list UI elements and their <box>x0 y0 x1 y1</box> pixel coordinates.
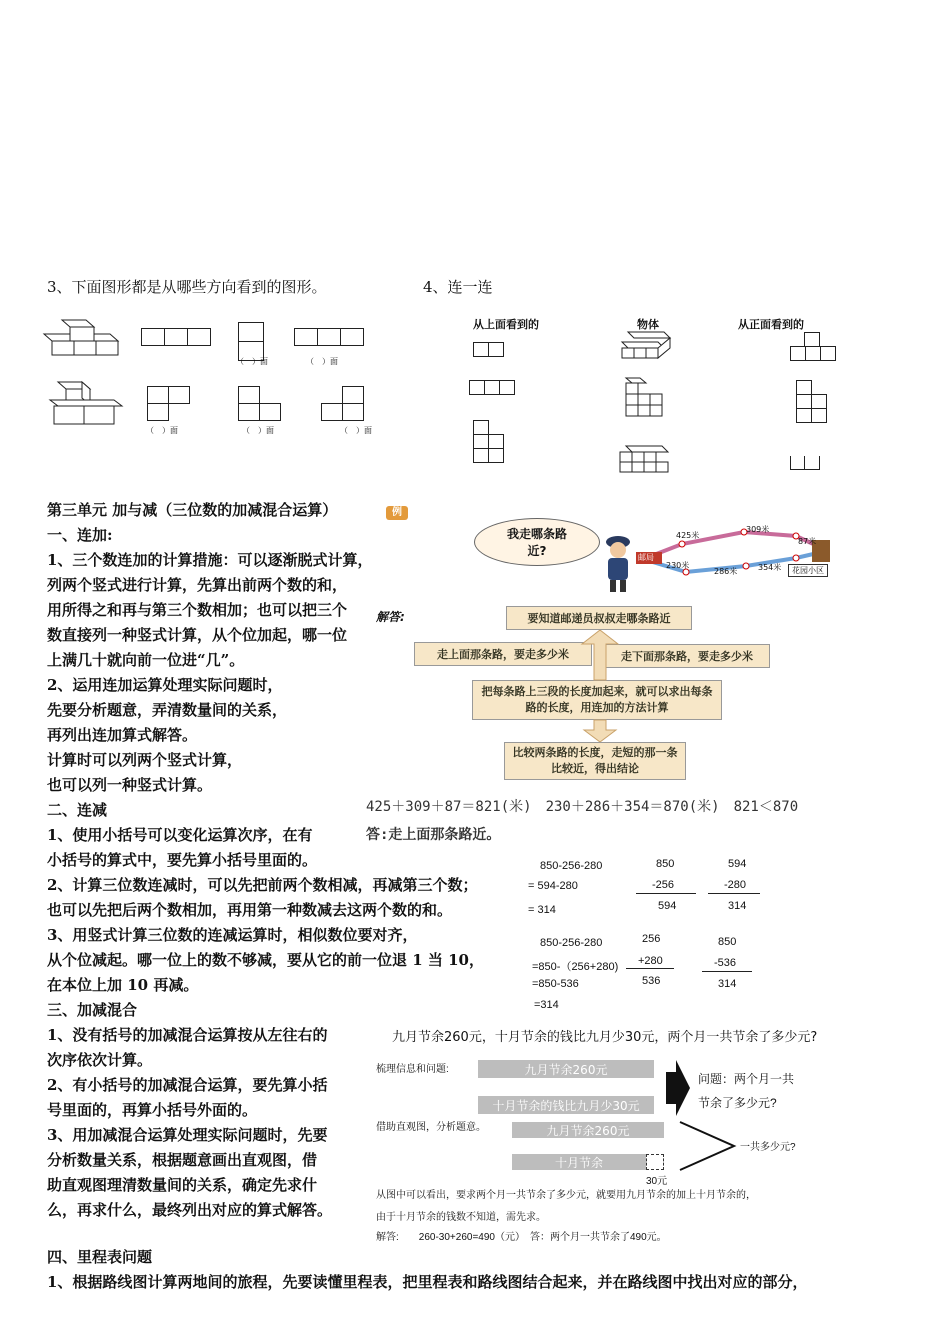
vertical-calc: 850 <box>656 858 675 870</box>
para-line: 1、根据路线图计算两地间的旅程，先要读懂里程表，把里程表和路线图结合起来，并在路线图中找出对应的部分， <box>47 1273 808 1291</box>
view-cell <box>294 328 318 346</box>
para-line: 用所得之和再与第三个数相加；也可以把三个 <box>47 601 348 619</box>
speech-bubble-text: 我走哪条路近? <box>506 527 567 558</box>
blank-label: （ ）面 <box>340 426 372 435</box>
para-line: 从个位减起。哪一位上的数不够减，要从它的前一位退 1 当 10， <box>47 951 484 969</box>
view-cell <box>147 403 169 421</box>
vertical-calc: -536 <box>714 957 737 969</box>
para-line: 计算时可以列两个竖式计算， <box>47 751 243 769</box>
section-heading: 二、连减 <box>47 801 108 819</box>
para-line: 2、运用连加运算处理实际问题时， <box>47 676 283 694</box>
object-drawing <box>620 330 672 360</box>
para-line: 1、没有括号的加减混合运算按从左往右的 <box>47 1026 328 1044</box>
diagram-minus-label: 30元 <box>646 1176 668 1187</box>
q3-title: 3、下面图形都是从哪些方向看到的图形。 <box>47 278 327 296</box>
q4-col-object: 物体 <box>637 318 659 331</box>
view-cell <box>317 328 341 346</box>
problem-ask: 问题：两个月一共 <box>698 1072 795 1086</box>
view-cell <box>168 386 190 404</box>
diagram-bar-october: 十月节余 <box>512 1154 646 1170</box>
cube-stack-drawing <box>42 318 122 358</box>
para-line: 小括号的算式中，要先算小括号里面的。 <box>47 851 318 869</box>
view-cell <box>804 332 820 347</box>
view-cell <box>238 322 264 342</box>
para-line: 数直接列一种竖式计算，从个位加起，哪一位 <box>47 626 348 644</box>
example-conclusion: 答:走上面那条路近。 <box>366 827 501 843</box>
view-cell <box>499 380 515 395</box>
para-line: 先要分析题意，弄清数量间的关系， <box>47 701 288 719</box>
info-bar-october: 十月节余的钱比九月少30元 <box>478 1096 654 1114</box>
view-cell <box>473 434 489 449</box>
q4-col-front: 从正面看到的 <box>738 318 804 331</box>
para-line: 也可以先把后两个数相加，再用第一种数减去这两个数的和。 <box>47 901 453 919</box>
diagram-bar-september: 九月节余260元 <box>512 1122 664 1138</box>
para-line: 再列出连加算式解答。 <box>47 726 198 744</box>
para-line: 助直观图理清数量间的关系，确定先求什 <box>47 1176 318 1194</box>
para-line: 3、用竖式计算三位数的连减运算时，相似数位要对齐， <box>47 926 418 944</box>
para-line: 1、三个数连加的计算措施：可以逐渐脱式计算， <box>47 551 373 569</box>
vertical-calc: -280 <box>724 879 747 891</box>
view-cell <box>484 380 500 395</box>
view-cell <box>340 328 364 346</box>
calc-rule <box>636 893 696 894</box>
q4-title: 4、连一连 <box>423 278 493 296</box>
view-cell <box>187 328 211 346</box>
flow-box-conclusion: 比较两条路的长度，走短的那一条比较近，得出结论 <box>504 742 686 780</box>
post-office-label: 邮局 <box>638 553 654 562</box>
flow-box-method: 把每条路上三段的长度加起来，就可以求出每条路的长度，用连加的方法计算 <box>472 680 722 720</box>
para-line: 列两个竖式进行计算，先算出前两个数的和， <box>47 576 348 594</box>
view-cell <box>238 386 260 404</box>
vertical-calc: 850 <box>718 936 737 948</box>
problem-question: 九月节余260元，十月节余的钱比九月少30元，两个月一共节余了多少元? <box>392 1030 818 1045</box>
view-cell <box>469 380 485 395</box>
diagram-missing-part <box>646 1154 664 1170</box>
calc-rule <box>702 971 752 972</box>
view-cell <box>811 408 827 423</box>
right-arrow-icon <box>664 1058 692 1118</box>
vertical-calc: +280 <box>638 955 663 967</box>
para-line: 3、用加减混合运算处理实际问题时，先要 <box>47 1126 328 1144</box>
calc-rule <box>708 893 760 894</box>
para-line: 2、计算三位数连减时，可以先把前两个数相减，再减第三个数； <box>47 876 478 894</box>
problem-explain: 从图中可以看出，要求两个月一共节余了多少元，就要用九月节余的加上十月节余的， <box>376 1190 756 1201</box>
calc-rule <box>626 968 674 969</box>
divider <box>804 456 805 470</box>
diagram-total-label: 一共多少元? <box>740 1142 796 1153</box>
problem-diagram-label: 借助直观图，分析题意。 <box>376 1122 486 1133</box>
vertical-calc: 314 <box>718 978 737 990</box>
blank-label: （ ）面 <box>242 426 274 435</box>
para-line: 也可以列一种竖式计算。 <box>47 776 213 794</box>
view-cell <box>820 346 836 361</box>
example-equation: 425＋309＋87＝821(米) 230＋286＋354＝870(米) 821＜870 <box>366 799 799 815</box>
para-line: 2、有小括号的加减混合运算，要先算小括 <box>47 1076 328 1094</box>
calc-line: 850-256-280 <box>540 860 603 872</box>
view-cell <box>488 342 504 357</box>
view-cell <box>473 448 489 463</box>
section-heading: 三、加减混合 <box>47 1001 138 1019</box>
view-cell <box>238 403 260 421</box>
unit3-title: 第三单元 加与减（三位数的加减混合运算） <box>47 501 338 519</box>
problem-ask: 节余了多少元? <box>698 1096 777 1110</box>
vertical-calc: -256 <box>652 879 675 891</box>
vertical-calc: 314 <box>728 900 747 912</box>
cube-stack-drawing <box>48 380 124 426</box>
calc-line: 850-256-280 <box>540 937 603 949</box>
calc-line: =850-536 <box>532 978 579 990</box>
para-line: 号里面的，再算小括号外面的。 <box>47 1101 258 1119</box>
problem-solution: 解答: 260-30+260=490（元） 答：两个月一共节余了490元。 <box>376 1232 667 1243</box>
route-label: 425米 <box>676 531 700 540</box>
problem-explain: 由于十月节余的钱数不知道，需先求。 <box>376 1212 546 1223</box>
brace-icon <box>678 1120 738 1172</box>
problem-sort-label: 梳理信息和问题: <box>376 1064 449 1075</box>
view-cell <box>473 342 489 357</box>
view-cell <box>488 448 504 463</box>
para-line: 在本位上加 10 再减。 <box>47 976 199 994</box>
calc-line: =314 <box>534 999 559 1011</box>
answer-label: 解答: <box>376 610 405 624</box>
postman-icon <box>598 530 638 596</box>
route-label: 354米 <box>758 563 782 572</box>
section-heading: 一、连加: <box>47 526 113 544</box>
view-cell <box>147 386 169 404</box>
section-heading: 四、里程表问题 <box>47 1248 153 1266</box>
vertical-calc: 594 <box>658 900 677 912</box>
route-label: 87米 <box>798 537 817 546</box>
view-cell <box>141 328 165 346</box>
para-line: 1、使用小括号可以变化运算次序，在有 <box>47 826 313 844</box>
view-cell <box>164 328 188 346</box>
para-line: 上满几十就向前一位进“几”。 <box>47 651 245 669</box>
info-bar-september: 九月节余260元 <box>478 1060 654 1078</box>
view-cell <box>796 380 812 395</box>
route-label: 309米 <box>746 525 770 534</box>
calc-line: =850-（256+280) <box>532 961 619 973</box>
view-cell <box>473 420 489 435</box>
calc-line: = 594-280 <box>528 880 578 892</box>
view-cell <box>488 434 504 449</box>
flow-box-bottom-route: 走下面那条路，要走多少米 <box>604 644 770 668</box>
view-cell <box>342 403 364 421</box>
vertical-calc: 594 <box>728 858 747 870</box>
flow-box-top-route: 走上面那条路，要走多少米 <box>414 642 592 666</box>
object-drawing <box>624 376 666 418</box>
view-cell <box>805 346 821 361</box>
route-label: 230米 <box>666 561 690 570</box>
flow-arrows <box>570 630 630 742</box>
para-line: 次序依次计算。 <box>47 1051 153 1069</box>
vertical-calc: 536 <box>642 975 661 987</box>
blank-label: （ ）面 <box>236 357 268 366</box>
route-label: 286米 <box>714 567 738 576</box>
flow-box-question: 要知道邮递员叔叔走哪条路近 <box>506 606 692 630</box>
view-cell <box>259 403 281 421</box>
vertical-calc: 256 <box>642 933 661 945</box>
view-cell <box>796 394 812 409</box>
view-cell <box>796 408 812 423</box>
para-line: 分析数量关系，根据题意画出直观图，借 <box>47 1151 318 1169</box>
speech-bubble <box>474 518 600 566</box>
q4-col-top: 从上面看到的 <box>473 318 539 331</box>
destination-label: 花园小区 <box>788 564 828 577</box>
view-cell <box>321 403 343 421</box>
blank-label: （ ）面 <box>306 357 338 366</box>
view-cell <box>790 456 820 470</box>
example-badge: 例 <box>386 506 408 520</box>
view-cell <box>811 394 827 409</box>
calc-line: = 314 <box>528 904 556 916</box>
para-line: 么，再求什么，最终列出对应的算式解答。 <box>47 1201 333 1219</box>
view-cell <box>790 346 806 361</box>
object-drawing <box>618 444 670 474</box>
view-cell <box>342 386 364 404</box>
blank-label: （ ）面 <box>146 426 178 435</box>
